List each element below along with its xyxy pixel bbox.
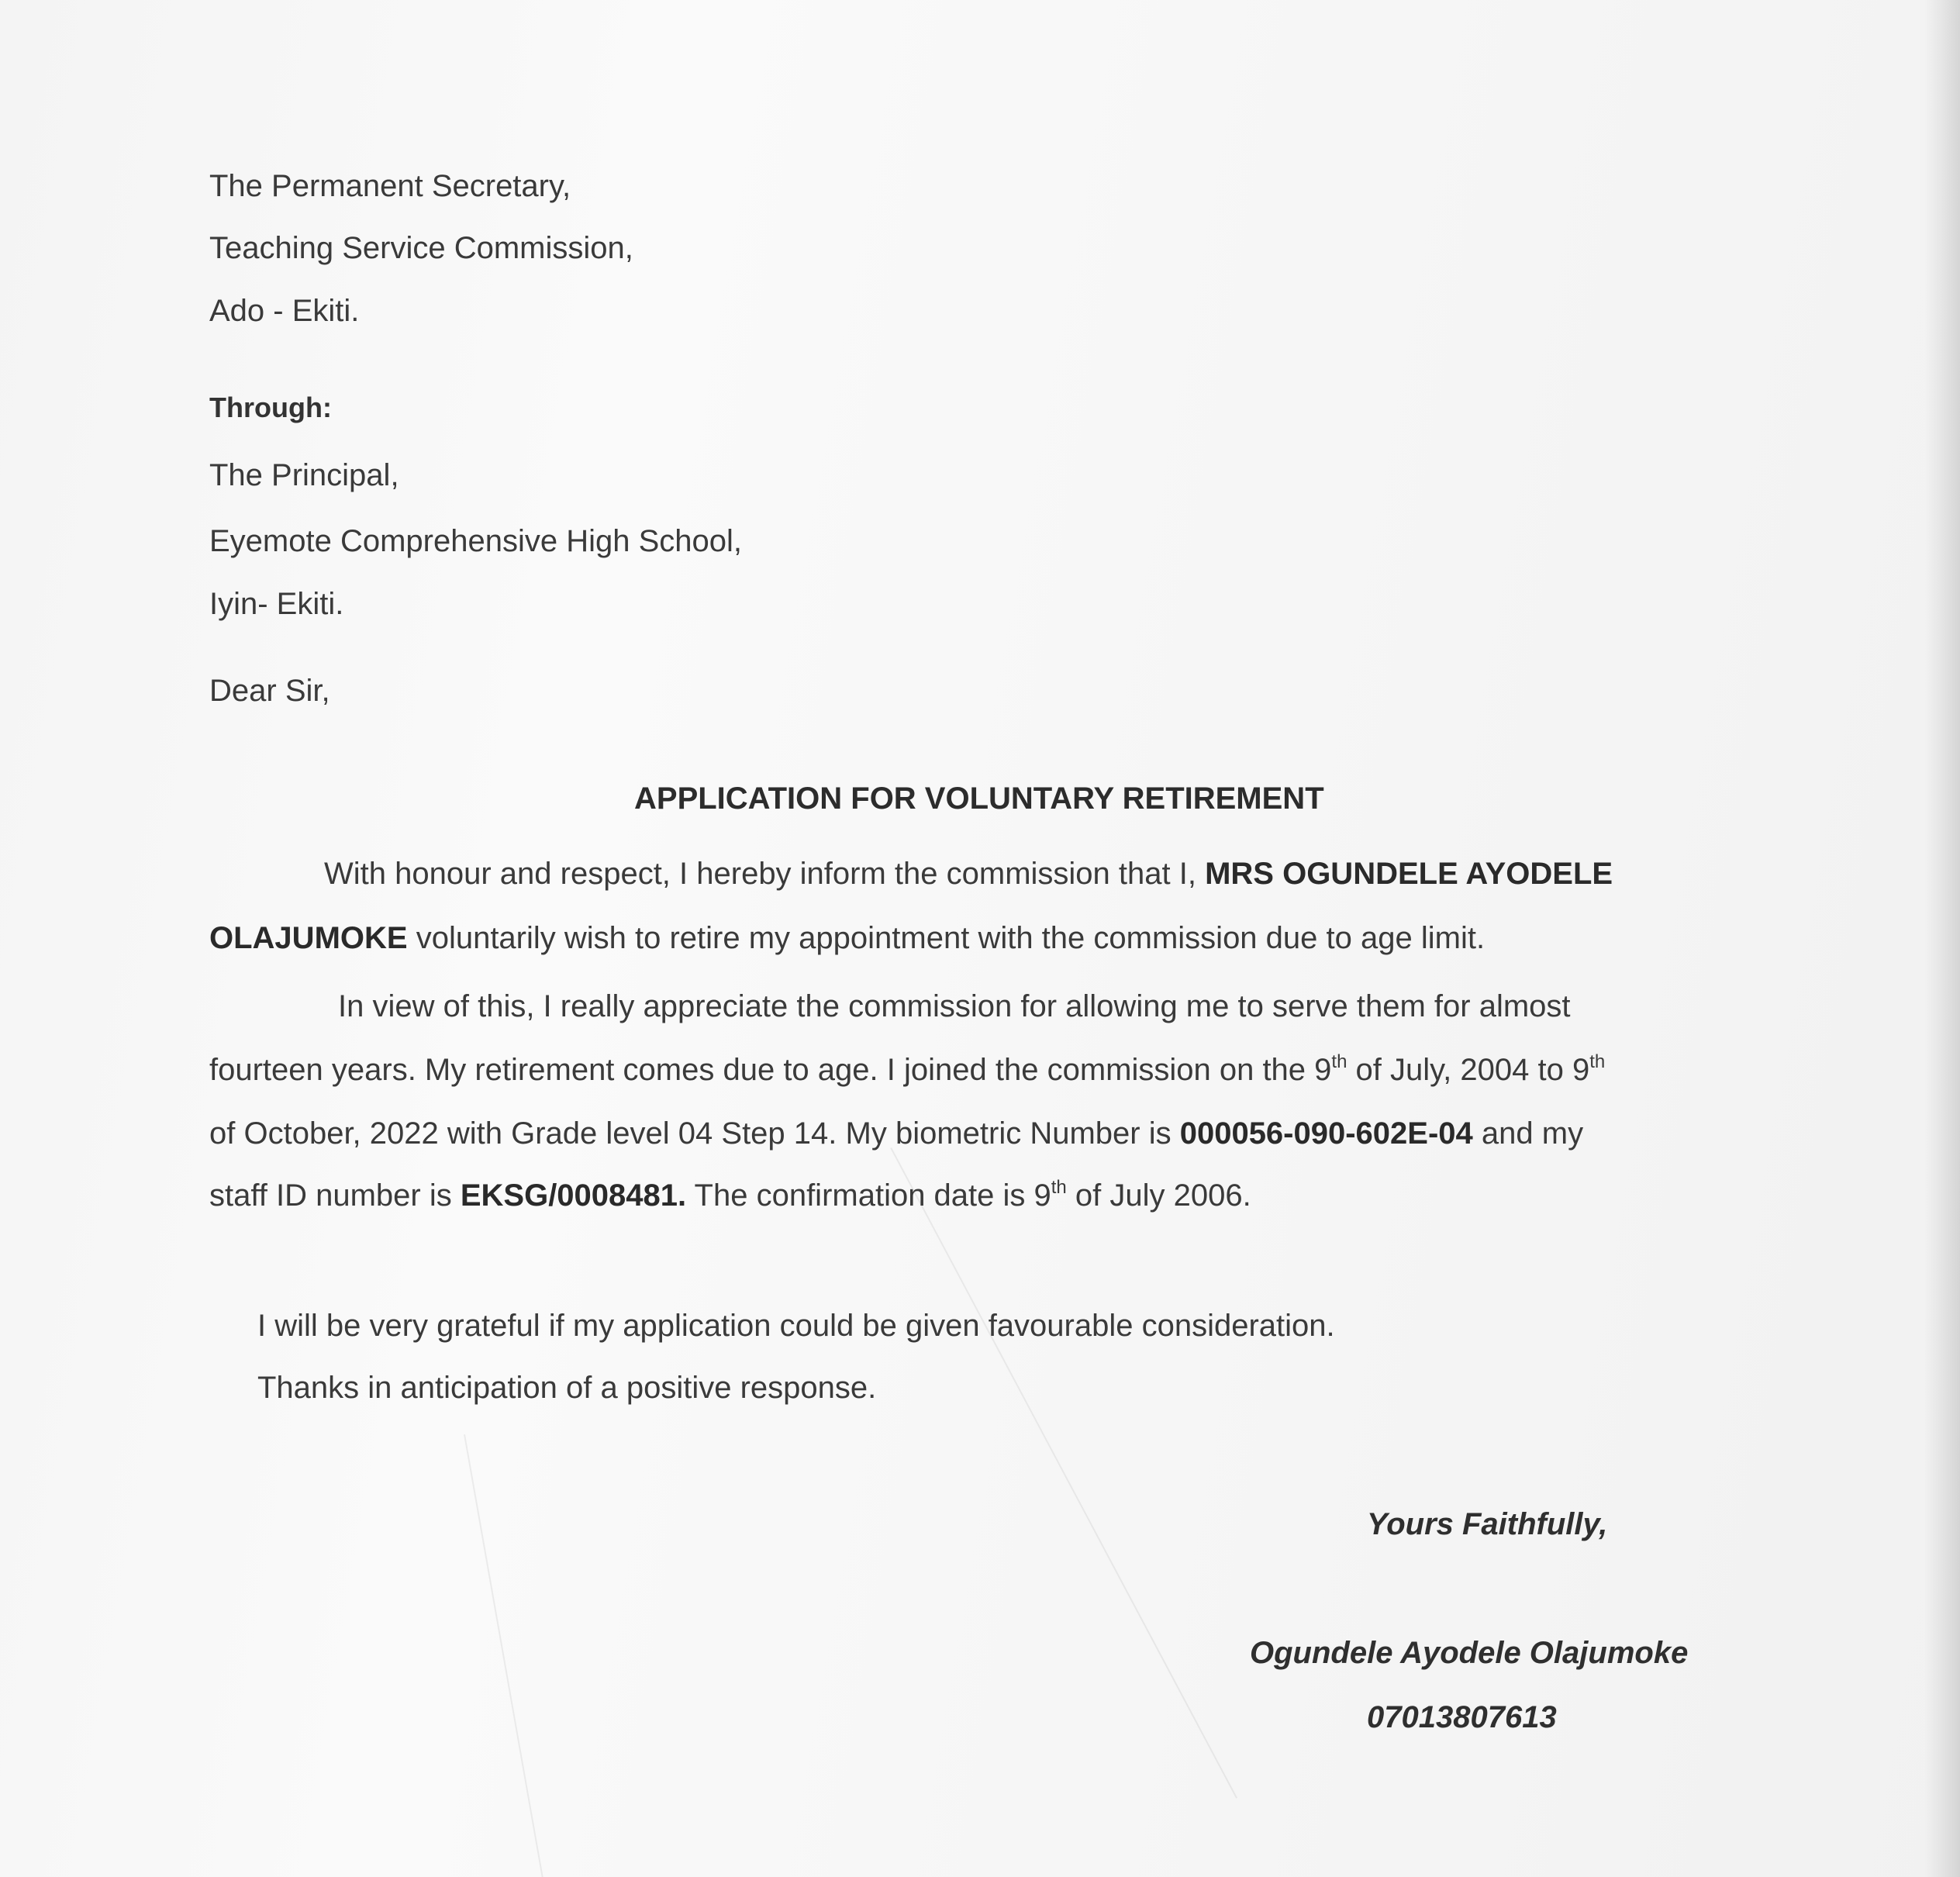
para2-text: fourteen years. My retirement comes due to age. I joined the commission on the 9 <box>209 1053 1332 1087</box>
closing-line-1: I will be very grateful if my application could be given favourable consideration. <box>257 1309 1335 1343</box>
letter-title: APPLICATION FOR VOLUNTARY RETIREMENT <box>634 782 1324 816</box>
para1-text: With honour and respect, I hereby inform the commission that I, <box>324 857 1206 891</box>
para2-line-3 <box>209 1118 1583 1149</box>
biometric-number: 000056-090-602E-04 <box>1179 1116 1473 1151</box>
through-label: Through: <box>209 392 332 423</box>
through-line-1: The Principal, <box>209 458 399 492</box>
ordinal-suffix: th <box>1331 1051 1348 1072</box>
para2-text: of July, 2004 to 9 <box>1347 1053 1590 1087</box>
staff-id: EKSG/0008481. <box>460 1178 687 1213</box>
para2-line-2 <box>209 1051 1606 1087</box>
salutation: Dear Sir, <box>209 674 330 708</box>
para1-text: voluntarily wish to retire my appointment with the commission due to age limit. <box>407 921 1486 955</box>
para1-line-1 <box>324 858 1613 889</box>
applicant-name: MRS OGUNDELE AYODELE <box>1205 857 1613 891</box>
ordinal-suffix: th <box>1589 1051 1606 1072</box>
para2-text: The confirmation date is 9 <box>686 1178 1051 1213</box>
valediction: Yours Faithfully, <box>1367 1507 1608 1541</box>
phone-number: 07013807613 <box>1367 1700 1557 1734</box>
para2-text: of October, 2022 with Grade level 04 Step 14. My biometric Number is <box>209 1116 1180 1151</box>
closing-line-2: Thanks in anticipation of a positive response. <box>257 1371 877 1405</box>
page-edge-shadow <box>1924 0 1960 1877</box>
para2-line-1: In view of this, I really appreciate the commission for allowing me to serve them for almost <box>338 989 1571 1023</box>
para2-line-4 <box>209 1177 1251 1213</box>
paper-crease <box>890 1147 1237 1799</box>
paper-crease <box>464 1434 546 1877</box>
para2-text: staff ID number is <box>209 1178 461 1213</box>
ordinal-suffix: th <box>1051 1177 1067 1198</box>
recipient-line-3: Ado - Ekiti. <box>209 294 360 328</box>
para2-text: of July 2006. <box>1066 1178 1251 1213</box>
through-line-3: Iyin- Ekiti. <box>209 587 344 621</box>
para2-text: and my <box>1472 1116 1584 1151</box>
through-line-2: Eyemote Comprehensive High School, <box>209 524 743 558</box>
para1-line-2 <box>209 923 1485 954</box>
signatory-name: Ogundele Ayodele Olajumoke <box>1250 1636 1689 1670</box>
recipient-line-1: The Permanent Secretary, <box>209 169 571 203</box>
recipient-line-2: Teaching Service Commission, <box>209 231 633 265</box>
applicant-name-cont: OLAJUMOKE <box>209 921 408 955</box>
